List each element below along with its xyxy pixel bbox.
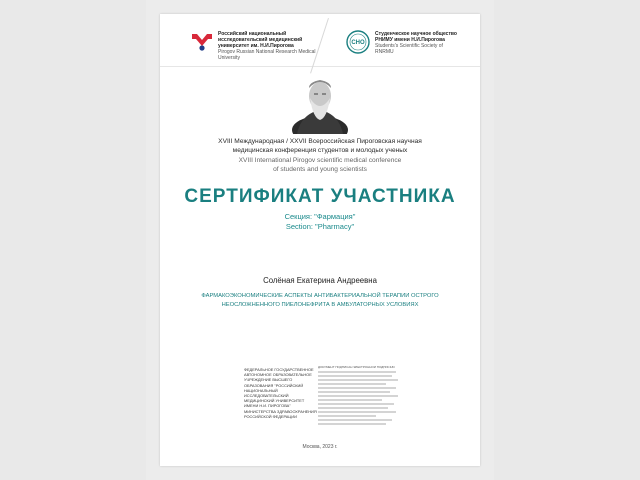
student-society-logo-icon xyxy=(346,30,370,54)
city-year: Москва, 2023 г. xyxy=(302,444,338,450)
right-org-block xyxy=(375,31,461,55)
certificate-title: СЕРТИФИКАТ УЧАСТНИКА xyxy=(184,186,456,207)
conference-title-ru xyxy=(160,138,480,155)
certificate-page xyxy=(160,14,480,466)
signature-stamp-lines xyxy=(316,366,400,434)
report-topic: ФАРМАКОЭКОНОМИЧЕСКИЕ АСПЕКТЫ АНТИБАКТЕРИАЛЬНОЙ ТЕРАПИИ ОСТРОГО НЕОСЛОЖНЕННОГО ПИЕЛОНЕФРИТА В АМБУЛАТОРНЫХ УСЛОВИЯХ xyxy=(201,293,439,308)
section-en: Section: "Pharmacy" xyxy=(285,222,355,231)
participant-name: Солёная Екатерина Андреевна xyxy=(263,276,377,285)
left-org-en: Pirogov Russian National Research Medical University xyxy=(218,49,316,61)
university-logo-icon xyxy=(190,31,214,51)
right-org-en: Students's Scientific Society of RNRMU xyxy=(375,43,443,55)
electronic-signature-stamp xyxy=(316,366,400,434)
certificate-header xyxy=(160,14,480,67)
left-org-ru: Российский национальный исследовательский медицинский университет им. Н.И.Пирогова xyxy=(218,31,303,49)
pirogov-portrait-image xyxy=(291,74,349,134)
conference-en-text: XVIII International Pirogov scientific medical conference of students and young scientists xyxy=(238,157,402,173)
conference-ru-text: XVIII Международная / XXVII Всероссийская Пироговская научная медицинская конференция студентов и молодых ученых xyxy=(218,138,422,154)
issuing-organization: ФЕДЕРАЛЬНОЕ ГОСУДАРСТВЕННОЕ АВТОНОМНОЕ ОБРАЗОВАТЕЛЬНОЕ УЧРЕЖДЕНИЕ ВЫСШЕГО ОБРАЗОВАНИЯ "РОССИЙСКИЙ НАЦИОНАЛЬНЫЙ ИССЛЕДОВАТЕЛЬСКИЙ МЕДИЦИНСКИЙ УНИВЕРСИТЕТ ИМЕНИ Н.И. ПИРОГОВА" МИНИСТЕРСТВА ЗДРАВООХРАНЕНИЯ РОССИЙСКОЙ ФЕДЕРАЦИИ xyxy=(244,367,317,419)
section-ru: Секция: "Фармация" xyxy=(284,212,356,221)
conference-title-en xyxy=(160,157,480,174)
left-org-block xyxy=(218,31,322,61)
signature-stamp-text: ДОКУМЕНТ ПОДПИСАН ЭЛЕКТРОННОЙ ПОДПИСЬЮ xyxy=(318,366,395,369)
right-org-ru: Студенческое научное общество РНИМУ имени Н.И.Пирогова xyxy=(375,31,457,43)
society-logo-text: СНО xyxy=(351,40,365,46)
